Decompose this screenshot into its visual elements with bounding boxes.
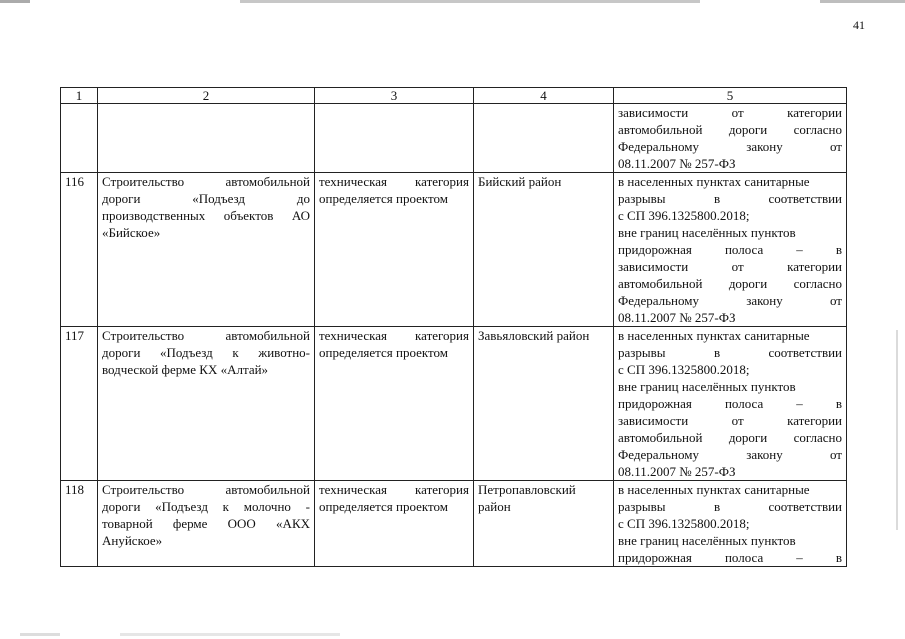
row-number: 118 <box>61 481 98 567</box>
object-category: техническая категория определяется проектом <box>315 173 474 327</box>
restriction-line: в населенных пунктах санитарные <box>618 174 810 189</box>
row-number: 117 <box>61 327 98 481</box>
object-category <box>315 104 474 173</box>
object-category: техническая категория определяется проектом <box>315 327 474 481</box>
restriction-line: придорожная полоса – в <box>618 396 842 411</box>
column-header: 1 <box>61 88 98 104</box>
restriction-line: вне границ населённых пунктов <box>618 533 796 548</box>
restriction-line: вне границ населённых пунктов <box>618 225 796 240</box>
restriction-line: с СП 396.1325800.2018; <box>618 208 750 223</box>
object-district: Петропавловский район <box>474 481 614 567</box>
column-header: 4 <box>474 88 614 104</box>
object-name <box>98 104 315 173</box>
restriction-line: придорожная полоса – в <box>618 550 842 565</box>
row-number <box>61 104 98 173</box>
restriction-line: придорожная полоса – в <box>618 242 842 257</box>
restriction-zone <box>614 481 847 567</box>
table-header-row <box>61 88 847 104</box>
scan-edge-right <box>896 330 898 530</box>
restriction-line: зависимости от категории <box>618 105 842 120</box>
restriction-line: 08.11.2007 № 257-ФЗ <box>618 464 736 479</box>
restriction-line: разрывы в соответствии <box>618 345 842 360</box>
page-number: 41 <box>853 18 865 32</box>
restriction-line: 08.11.2007 № 257-ФЗ <box>618 156 736 171</box>
restriction-line: с СП 396.1325800.2018; <box>618 516 750 531</box>
restriction-line: вне границ населённых пунктов <box>618 379 796 394</box>
scan-edge-top <box>0 0 905 3</box>
restriction-line: разрывы в соответствии <box>618 191 842 206</box>
object-category: техническая категория определяется проектом <box>315 481 474 567</box>
table-row <box>61 173 847 327</box>
column-header: 2 <box>98 88 315 104</box>
object-district <box>474 104 614 173</box>
restriction-zone <box>614 327 847 481</box>
restriction-line: Федеральному закону от <box>618 139 842 154</box>
objects-table <box>60 87 847 567</box>
restriction-line: с СП 396.1325800.2018; <box>618 362 750 377</box>
restriction-line: Федеральному закону от <box>618 293 842 308</box>
restriction-line: автомобильной дороги согласно <box>618 122 842 137</box>
restriction-line: в населенных пунктах санитарные <box>618 482 810 497</box>
restriction-line: 08.11.2007 № 257-ФЗ <box>618 310 736 325</box>
restriction-line: в населенных пунктах санитарные <box>618 328 810 343</box>
object-district: Бийский район <box>474 173 614 327</box>
object-name: Строительство автомобильной дороги «Подъезд к молочно - товарной ферме ООО «АКХ Ануйское» <box>98 481 315 567</box>
restriction-line: разрывы в соответствии <box>618 499 842 514</box>
table-row <box>61 481 847 567</box>
row-number: 116 <box>61 173 98 327</box>
object-name: Строительство автомобильной дороги «Подъезд к животно-водческой ферме КХ «Алтай» <box>98 327 315 481</box>
restriction-line: Федеральному закону от <box>618 447 842 462</box>
column-header: 3 <box>315 88 474 104</box>
object-name: Строительство автомобильной дороги «Подъезд до производственных объектов АО «Бийское» <box>98 173 315 327</box>
table-row <box>61 104 847 173</box>
restriction-zone <box>614 173 847 327</box>
table-row <box>61 327 847 481</box>
restriction-line: зависимости от категории <box>618 259 842 274</box>
restriction-line: зависимости от категории <box>618 413 842 428</box>
column-header: 5 <box>614 88 847 104</box>
restriction-line: автомобильной дороги согласно <box>618 430 842 445</box>
object-district: Завьяловский район <box>474 327 614 481</box>
scan-edge-bottom <box>20 633 340 636</box>
restriction-line: автомобильной дороги согласно <box>618 276 842 291</box>
restriction-zone <box>614 104 847 173</box>
